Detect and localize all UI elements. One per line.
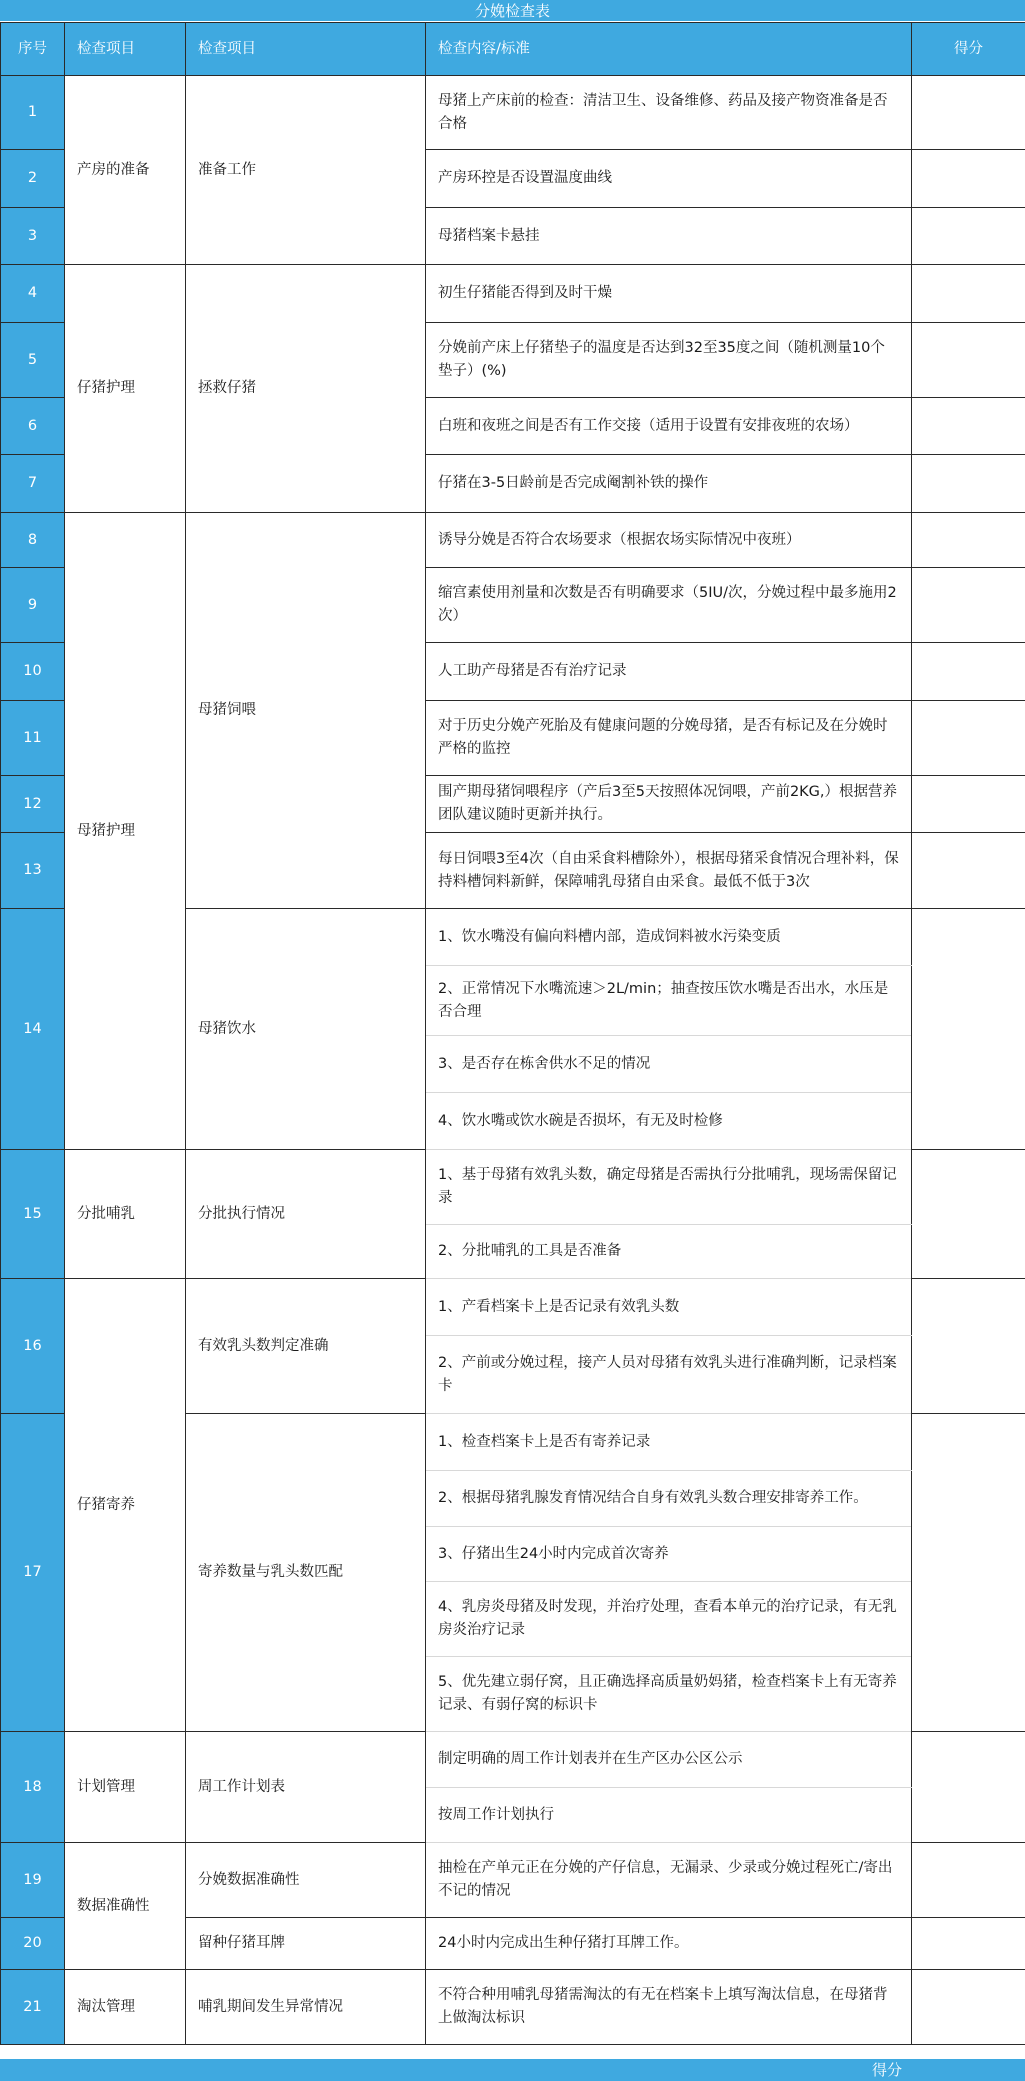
footer-score-label: 得分 xyxy=(872,2061,903,2079)
table-header-row xyxy=(1,23,1025,76)
score-input[interactable] xyxy=(912,1843,1025,1918)
score-input[interactable] xyxy=(912,208,1025,265)
header-no: 序号 xyxy=(1,23,65,76)
item-cell: 哺乳期间发生异常情况 xyxy=(186,1970,426,2045)
content-line: 1、基于母猪有效乳头数，确定母猪是否需执行分批哺乳，现场需保留记录 xyxy=(426,1150,912,1225)
inspection-table xyxy=(0,22,1025,2045)
content-line: 制定明确的周工作计划表并在生产区办公区公示 xyxy=(426,1732,912,1788)
row-number: 17 xyxy=(1,1414,65,1732)
content-cell: 仔猪在3-5日龄前是否完成阉割补铁的操作 xyxy=(426,455,912,513)
score-input[interactable] xyxy=(912,1150,1025,1279)
footer-bar xyxy=(0,2059,1025,2081)
row-number: 12 xyxy=(1,776,65,833)
score-input[interactable] xyxy=(912,568,1025,643)
score-input[interactable] xyxy=(912,76,1025,150)
content-cell: 母猪上产床前的检查：清洁卫生、设备维修、药品及接产物资准备是否合格 xyxy=(426,76,912,150)
content-cell: 人工助产母猪是否有治疗记录 xyxy=(426,643,912,701)
content-line: 1、产看档案卡上是否记录有效乳头数 xyxy=(426,1279,912,1336)
row-number: 4 xyxy=(1,265,65,323)
content-line: 3、是否存在栋舍供水不足的情况 xyxy=(426,1036,912,1093)
table-row xyxy=(1,513,1025,568)
score-input[interactable] xyxy=(912,513,1025,568)
item-cell: 周工作计划表 xyxy=(186,1732,426,1843)
table-row xyxy=(1,1843,1025,1918)
table-row xyxy=(1,76,1025,150)
content-cell: 缩宫素使用剂量和次数是否有明确要求（5IU/次，分娩过程中最多施用2次） xyxy=(426,568,912,643)
item-cell: 母猪饮水 xyxy=(186,909,426,1150)
category-cell: 仔猪寄养 xyxy=(65,1279,186,1732)
row-number: 7 xyxy=(1,455,65,513)
item-cell: 拯救仔猪 xyxy=(186,265,426,513)
row-number: 2 xyxy=(1,150,65,208)
category-cell: 数据准确性 xyxy=(65,1843,186,1970)
score-input[interactable] xyxy=(912,909,1025,1150)
content-cell: 分娩前产床上仔猪垫子的温度是否达到32至35度之间（随机测量10个垫子）(%) xyxy=(426,323,912,398)
category-cell: 计划管理 xyxy=(65,1732,186,1843)
content-cell: 对于历史分娩产死胎及有健康问题的分娩母猪，是否有标记及在分娩时严格的监控 xyxy=(426,701,912,776)
content-cell: 初生仔猪能否得到及时干燥 xyxy=(426,265,912,323)
score-input[interactable] xyxy=(912,1414,1025,1732)
row-number: 19 xyxy=(1,1843,65,1918)
item-cell: 分批执行情况 xyxy=(186,1150,426,1279)
score-input[interactable] xyxy=(912,833,1025,909)
row-number: 15 xyxy=(1,1150,65,1279)
table-row xyxy=(1,1970,1025,2045)
score-input[interactable] xyxy=(912,1279,1025,1414)
header-score: 得分 xyxy=(912,23,1025,76)
content-line: 2、根据母猪乳腺发育情况结合自身有效乳头数合理安排寄养工作。 xyxy=(426,1471,912,1527)
content-line: 3、仔猪出生24小时内完成首次寄养 xyxy=(426,1527,912,1582)
content-cell: 每日饲喂3至4次（自由采食料槽除外），根据母猪采食情况合理补料，保持料槽饲料新鲜，保障哺乳母猪自由采食。最低不低于3次 xyxy=(426,833,912,909)
row-number: 11 xyxy=(1,701,65,776)
content-cell: 围产期母猪饲喂程序（产后3至5天按照体况饲喂，产前2KG,）根据营养团队建议随时更新并执行。 xyxy=(426,776,912,833)
item-cell: 寄养数量与乳头数匹配 xyxy=(186,1414,426,1732)
row-number: 1 xyxy=(1,76,65,150)
row-number: 13 xyxy=(1,833,65,909)
item-cell: 母猪饲喂 xyxy=(186,513,426,909)
row-number: 6 xyxy=(1,398,65,455)
header-item: 检查项目 xyxy=(186,23,426,76)
table-row xyxy=(1,1279,1025,1336)
content-line: 1、饮水嘴没有偏向料槽内部，造成饲料被水污染变质 xyxy=(426,909,912,966)
table-row xyxy=(1,1732,1025,1788)
score-input[interactable] xyxy=(912,701,1025,776)
content-cell: 母猪档案卡悬挂 xyxy=(426,208,912,265)
content-line: 1、检查档案卡上是否有寄养记录 xyxy=(426,1414,912,1471)
content-line: 2、产前或分娩过程，接产人员对母猪有效乳头进行准确判断，记录档案卡 xyxy=(426,1336,912,1414)
row-number: 21 xyxy=(1,1970,65,2045)
table-row xyxy=(1,1150,1025,1225)
row-number: 20 xyxy=(1,1918,65,1970)
header-content: 检查内容/标准 xyxy=(426,23,912,76)
score-input[interactable] xyxy=(912,776,1025,833)
item-cell: 留种仔猪耳牌 xyxy=(186,1918,426,1970)
content-cell: 24小时内完成出生种仔猪打耳牌工作。 xyxy=(426,1918,912,1970)
row-number: 14 xyxy=(1,909,65,1150)
sheet-title: 分娩检查表 xyxy=(0,0,1025,22)
category-cell: 分批哺乳 xyxy=(65,1150,186,1279)
content-cell: 诱导分娩是否符合农场要求（根据农场实际情况中夜班） xyxy=(426,513,912,568)
row-number: 9 xyxy=(1,568,65,643)
content-cell: 白班和夜班之间是否有工作交接（适用于设置有安排夜班的农场） xyxy=(426,398,912,455)
content-line: 按周工作计划执行 xyxy=(426,1788,912,1843)
row-number: 16 xyxy=(1,1279,65,1414)
score-input[interactable] xyxy=(912,643,1025,701)
row-number: 8 xyxy=(1,513,65,568)
score-input[interactable] xyxy=(912,323,1025,398)
content-cell: 不符合种用哺乳母猪需淘汰的有无在档案卡上填写淘汰信息，在母猪背上做淘汰标识 xyxy=(426,1970,912,2045)
score-input[interactable] xyxy=(912,455,1025,513)
row-number: 3 xyxy=(1,208,65,265)
content-line: 4、饮水嘴或饮水碗是否损坏，有无及时检修 xyxy=(426,1093,912,1150)
row-number: 18 xyxy=(1,1732,65,1843)
header-category: 检查项目 xyxy=(65,23,186,76)
score-input[interactable] xyxy=(912,1970,1025,2045)
item-cell: 准备工作 xyxy=(186,76,426,265)
content-line: 4、乳房炎母猪及时发现，并治疗处理，查看本单元的治疗记录，有无乳房炎治疗记录 xyxy=(426,1582,912,1657)
table-row xyxy=(1,265,1025,323)
content-line: 5、优先建立弱仔窝，且正确选择高质量奶妈猪，检查档案卡上有无寄养记录、有弱仔窝的标识卡 xyxy=(426,1657,912,1732)
score-input[interactable] xyxy=(912,150,1025,208)
content-line: 2、分批哺乳的工具是否准备 xyxy=(426,1225,912,1279)
item-cell: 分娩数据准确性 xyxy=(186,1843,426,1918)
score-input[interactable] xyxy=(912,398,1025,455)
category-cell: 仔猪护理 xyxy=(65,265,186,513)
category-cell: 淘汰管理 xyxy=(65,1970,186,2045)
content-cell: 产房环控是否设置温度曲线 xyxy=(426,150,912,208)
row-number: 5 xyxy=(1,323,65,398)
score-input[interactable] xyxy=(912,1918,1025,1970)
row-number: 10 xyxy=(1,643,65,701)
content-line: 2、正常情况下水嘴流速＞2L/min；抽查按压饮水嘴是否出水，水压是否合理 xyxy=(426,966,912,1036)
content-cell: 抽检在产单元正在分娩的产仔信息，无漏录、少录或分娩过程死亡/寄出不记的情况 xyxy=(426,1843,912,1918)
category-cell: 母猪护理 xyxy=(65,513,186,1150)
score-input[interactable] xyxy=(912,1732,1025,1843)
item-cell: 有效乳头数判定准确 xyxy=(186,1279,426,1414)
category-cell: 产房的准备 xyxy=(65,76,186,265)
score-input[interactable] xyxy=(912,265,1025,323)
